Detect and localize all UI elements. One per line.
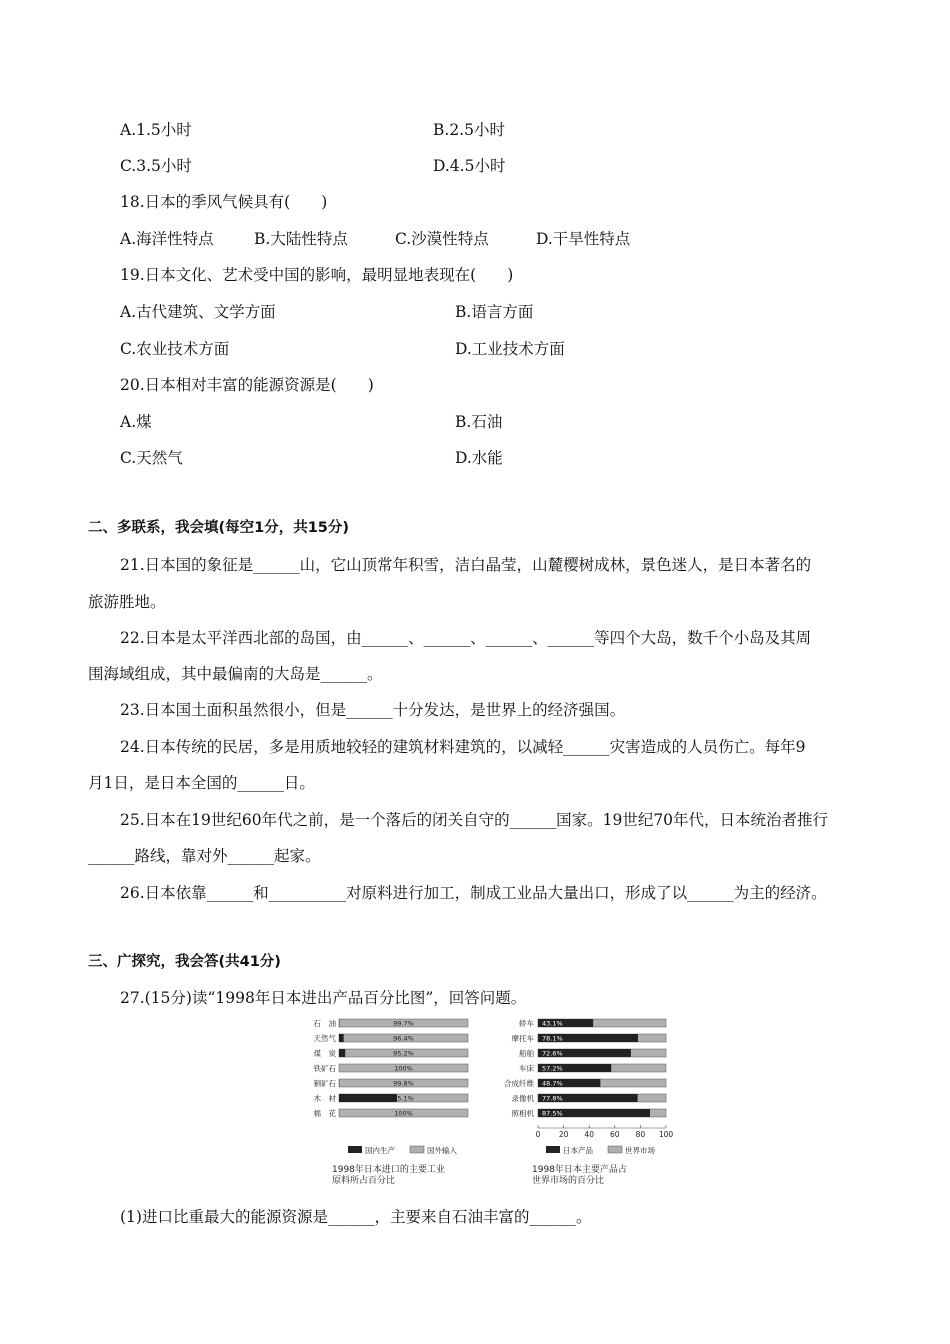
legend-label: 国外输入 [427, 1146, 457, 1155]
q17-option-b: B.2.5小时 [433, 121, 505, 139]
q19-option-c: C.农业技术方面 [120, 340, 230, 358]
q26-line-1: 26.日本依靠______和__________对原料进行加工，制成工业品大量出口，形成了以______为主的经济。 [120, 884, 827, 902]
category-label: 照相机 [511, 1109, 534, 1118]
q20-option-b: B.石油 [455, 413, 503, 431]
category-label: 铜矿石 [313, 1079, 336, 1088]
q25-line-1: 25.日本在19世纪60年代之前，是一个落后的闭关自守的______国家。19世纪70年代，日本统治者推行 [120, 811, 829, 829]
q27-figure [300, 1013, 680, 1193]
q19-option-a: A.古代建筑、文学方面 [120, 303, 276, 321]
q19-stem: 19.日本文化、艺术受中国的影响，最明显地表现在( ) [120, 266, 514, 284]
data-label: 55.1% [393, 1094, 414, 1103]
bar-国内生产 [339, 1034, 344, 1042]
data-label: 57.2% [542, 1064, 563, 1073]
chart-caption: 世界市场的百分比 [532, 1176, 605, 1186]
q21-line-1: 21.日本国的象征是______山，它山顶常年积雪，洁白晶莹，山麓樱树成林，景色迷人，是日本著名的 [120, 556, 812, 574]
q27-stem: 27.(15分)读“1998年日本进出产品百分比图”，回答问题。 [120, 989, 527, 1007]
q17-option-a: A.1.5小时 [120, 121, 192, 139]
x-tick-label: 60 [610, 1130, 620, 1139]
data-label: 72.6% [542, 1049, 563, 1058]
category-label: 摩托车 [511, 1034, 534, 1043]
chart-caption: 1998年日本进口的主要工业 [332, 1165, 445, 1175]
category-label: 车床 [519, 1064, 534, 1073]
chart-caption: 1998年日本主要产品占 [532, 1165, 627, 1175]
category-label: 铁矿石 [313, 1064, 336, 1073]
data-label: 77.8% [542, 1094, 563, 1103]
category-label: 合成纤维 [504, 1079, 534, 1088]
q22-line-1: 22.日本是太平洋西北部的岛国，由______、______、______、______等四个大岛，数千个小岛及其周 [120, 629, 812, 647]
q25-line-2: ______路线，靠对外______起家。 [88, 847, 321, 865]
data-label: 96.4% [393, 1034, 414, 1043]
x-tick-label: 80 [635, 1130, 646, 1139]
category-label: 录像机 [511, 1094, 534, 1103]
category-label: 天然气 [313, 1034, 336, 1043]
q20-option-d: D.水能 [455, 449, 503, 467]
q17-option-c: C.3.5小时 [120, 157, 192, 175]
legend-label: 世界市场 [625, 1146, 655, 1155]
q21-line-2: 旅游胜地。 [88, 593, 166, 611]
q18-option-d: D.干旱性特点 [536, 230, 631, 248]
q23-line-1: 23.日本国土面积虽然很小，但是______十分发达，是世界上的经济强国。 [120, 701, 626, 719]
category-label: 木 材 [313, 1094, 336, 1103]
legend-label: 日本产品 [563, 1146, 593, 1155]
q24-line-1: 24.日本传统的民居，多是用质地较轻的建筑材料建筑的，以减轻______灾害造成的人员伤亡。每年9 [120, 738, 806, 756]
q19-option-b: B.语言方面 [455, 303, 534, 321]
data-label: 78.1% [542, 1034, 563, 1043]
data-label: 95.2% [393, 1049, 414, 1058]
q18-option-a: A.海洋性特点 [120, 230, 214, 248]
section-3-heading: 三、广探究，我会答(共41分) [88, 954, 281, 970]
category-label: 煤 炭 [313, 1049, 336, 1058]
q24-line-2: 月1日，是日本全国的______日。 [88, 774, 315, 792]
legend-swatch-国内生产 [348, 1146, 362, 1153]
q18-option-b: B.大陆性特点 [254, 230, 348, 248]
q18-option-c: C.沙漠性特点 [395, 230, 489, 248]
q27-sub-question-1: (1)进口比重最大的能源资源是______，主要来自石油丰富的______。 [120, 1208, 592, 1226]
q19-option-d: D.工业技术方面 [455, 340, 565, 358]
data-label: 99.8% [393, 1079, 414, 1088]
category-label: 船舶 [519, 1049, 534, 1058]
x-tick-label: 40 [584, 1130, 594, 1139]
q20-option-c: C.天然气 [120, 449, 183, 467]
q17-option-d: D.4.5小时 [433, 157, 506, 175]
section-2-heading: 二、多联系，我会填(每空1分，共15分) [88, 520, 350, 536]
q18-stem: 18.日本的季风气候具有( ) [120, 193, 328, 211]
legend-label: 国内生产 [365, 1146, 395, 1155]
q20-option-a: A.煤 [120, 413, 152, 431]
x-tick-label: 20 [558, 1130, 569, 1139]
chart-caption: 原料所占百分比 [332, 1176, 396, 1186]
q27-charts-svg [300, 1013, 680, 1193]
data-label: 87.5% [542, 1109, 563, 1118]
x-tick-label: 0 [535, 1130, 541, 1139]
legend-swatch-国外输入 [410, 1146, 424, 1153]
category-label: 石 油 [313, 1019, 336, 1028]
data-label: 100% [394, 1064, 413, 1073]
x-tick-label: 100 [658, 1130, 674, 1139]
data-label: 100% [394, 1109, 413, 1118]
legend-swatch-世界市场 [608, 1146, 622, 1153]
category-label: 轿车 [519, 1019, 534, 1028]
bar-国内生产 [339, 1094, 397, 1102]
data-label: 48.7% [542, 1079, 563, 1088]
q20-stem: 20.日本相对丰富的能源资源是( ) [120, 376, 374, 394]
data-label: 43.1% [542, 1019, 563, 1028]
legend-swatch-日本产品 [546, 1146, 560, 1153]
category-label: 棉 花 [313, 1109, 336, 1118]
bar-国内生产 [339, 1049, 345, 1057]
data-label: 99.7% [393, 1019, 414, 1028]
q22-line-2: 围海域组成，其中最偏南的大岛是______。 [88, 665, 383, 683]
